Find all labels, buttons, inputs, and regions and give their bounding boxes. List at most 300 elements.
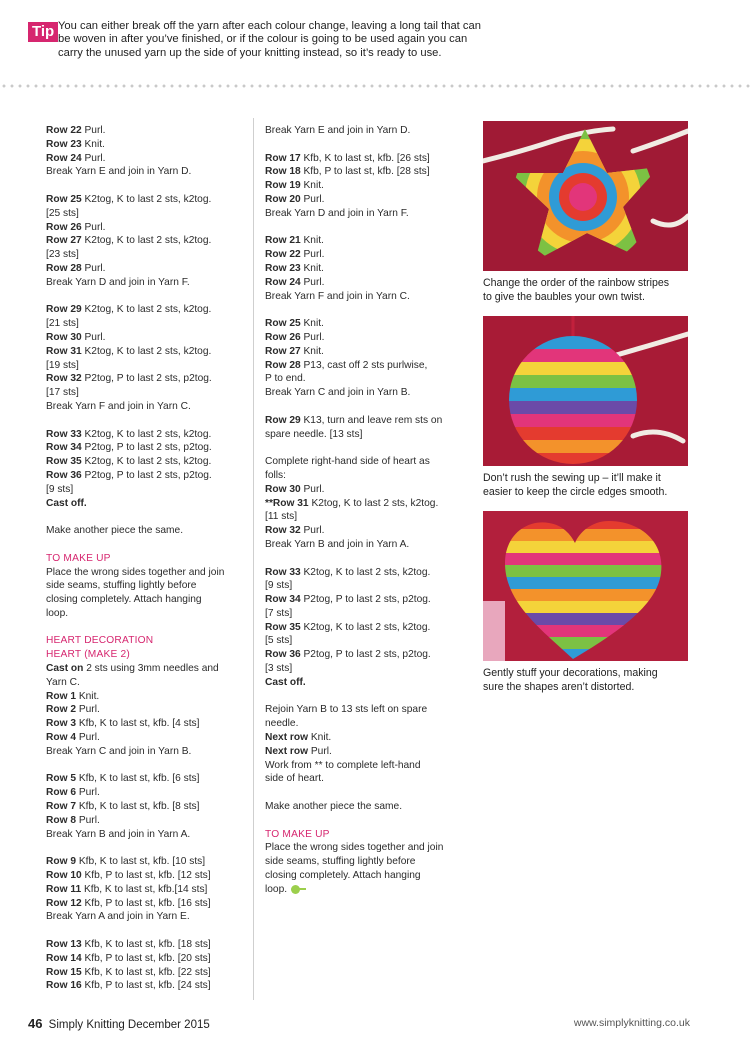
row-instruction: Purl. xyxy=(76,704,100,716)
row-instruction: P2tog, P to last 2 sts, p2tog. xyxy=(81,442,212,454)
knit-stripe xyxy=(493,577,673,589)
row-label: Row 32 xyxy=(46,373,82,385)
pattern-line xyxy=(46,248,242,262)
tip-text xyxy=(58,20,728,60)
row-instruction: Purl. xyxy=(76,732,100,744)
pattern-line xyxy=(46,207,242,221)
row-label: Row 7 xyxy=(46,801,77,813)
pattern-line xyxy=(265,662,465,676)
pattern-line xyxy=(265,883,465,897)
row-instruction: side of heart. xyxy=(265,773,324,785)
row-label: Row 25 xyxy=(46,193,82,205)
row-instruction: Place the wrong sides together and join xyxy=(46,566,225,578)
pattern-line xyxy=(265,359,465,373)
row-label: Row 34 xyxy=(265,594,301,606)
row-instruction: loop. xyxy=(265,883,288,895)
row-instruction: Break Yarn B and join in Yarn A. xyxy=(265,538,410,550)
row-label: Row 9 xyxy=(46,856,77,868)
row-label: Row 17 xyxy=(265,152,301,164)
row-instruction: Purl. xyxy=(300,525,325,537)
pattern-line xyxy=(265,276,465,290)
line-gap xyxy=(265,441,465,455)
pattern-line xyxy=(265,607,465,621)
pattern-line xyxy=(46,497,242,511)
row-instruction: P2tog, P to last 2 sts, p2tog. xyxy=(81,373,212,385)
pattern-line xyxy=(265,772,465,786)
caption-line: Change the order of the rainbow stripes xyxy=(483,277,670,289)
row-label: Row 33 xyxy=(265,566,301,578)
pattern-line xyxy=(46,814,242,828)
pattern-line xyxy=(265,345,465,359)
row-label: Row 28 xyxy=(265,359,301,371)
pattern-line xyxy=(46,579,242,593)
caption-line: sure the shapes aren’t distorted. xyxy=(483,680,635,693)
row-instruction: K2tog, K to last 2 sts, k2tog. xyxy=(81,235,212,247)
row-instruction: [3 sts] xyxy=(265,663,293,675)
pattern-line xyxy=(46,607,242,621)
pattern-column-left xyxy=(46,124,242,993)
row-instruction: K2tog, K to last 2 sts, k2tog. xyxy=(81,193,212,205)
row-instruction: folls: xyxy=(265,469,286,481)
row-instruction: Kfb, K to last st, kfb. [10 sts] xyxy=(76,856,206,868)
pattern-line xyxy=(46,428,242,442)
row-label: Row 26 xyxy=(265,331,301,343)
row-instruction: needle. xyxy=(265,718,299,730)
pattern-line xyxy=(265,165,465,179)
row-instruction: Kfb, P to last st, kfb. [24 sts] xyxy=(81,980,211,992)
pattern-line xyxy=(265,386,465,400)
row-instruction: Kfb, K to last st, kfb. [8 sts] xyxy=(76,801,200,813)
pattern-line xyxy=(265,593,465,607)
row-label: Row 25 xyxy=(265,318,301,330)
row-instruction: Break Yarn B and join in Yarn A. xyxy=(46,828,191,840)
row-instruction: Break Yarn C and join in Yarn B. xyxy=(265,387,411,399)
row-instruction: [21 sts] xyxy=(46,318,79,330)
row-instruction: Break Yarn D and join in Yarn F. xyxy=(265,207,409,219)
knit-stripe xyxy=(493,541,673,553)
knit-stripe xyxy=(503,401,653,414)
row-instruction: Yarn C. xyxy=(46,676,80,688)
line-gap xyxy=(46,759,242,773)
caption-line: Don’t rush the sewing up – it’ll make it xyxy=(483,472,661,484)
pattern-line xyxy=(46,124,242,138)
row-label: Row 6 xyxy=(46,787,77,799)
row-instruction: Kfb, P to last st, kfb. [16 sts] xyxy=(81,897,211,909)
row-label: Row 26 xyxy=(46,221,82,233)
pattern-line xyxy=(265,634,465,648)
row-instruction: [23 sts] xyxy=(46,249,79,261)
row-instruction: Purl. xyxy=(81,331,106,343)
pattern-line xyxy=(265,193,465,207)
line-gap xyxy=(265,303,465,317)
pattern-line xyxy=(265,317,465,331)
row-label: Row 4 xyxy=(46,732,77,744)
pattern-line xyxy=(46,262,242,276)
row-instruction: Break Yarn E and join in Yarn D. xyxy=(265,125,411,136)
pattern-line xyxy=(46,855,242,869)
row-instruction: [9 sts] xyxy=(265,580,293,592)
row-label: Row 31 xyxy=(46,345,82,357)
footer-website: www.simplyknitting.co.uk xyxy=(573,1017,690,1029)
row-label: Row 30 xyxy=(265,483,301,495)
row-instruction: Knit. xyxy=(300,235,324,247)
pattern-line xyxy=(265,800,465,814)
tip-box xyxy=(28,20,728,60)
page-number: 46 xyxy=(28,1016,43,1031)
row-instruction: Purl. xyxy=(81,262,106,274)
section-heading: HEART (MAKE 2) xyxy=(46,649,130,661)
row-instruction: Work from ** to complete left-hand xyxy=(265,759,421,771)
pattern-line xyxy=(46,276,242,290)
pattern-line xyxy=(265,331,465,345)
row-instruction: Kfb, K to last st, kfb. [6 sts] xyxy=(76,773,200,785)
row-label: Row 24 xyxy=(265,276,301,288)
row-instruction: Break Yarn C and join in Yarn B. xyxy=(46,745,192,757)
caption-line: to give the baubles your own twist. xyxy=(483,290,645,303)
row-label: Row 12 xyxy=(46,897,82,909)
row-instruction: Kfb, K to last st, kfb. [18 sts] xyxy=(81,939,211,951)
row-instruction: P2tog, P to last 2 sts, p2tog. xyxy=(81,469,212,481)
knit-stripe xyxy=(503,375,653,388)
pattern-line xyxy=(46,455,242,469)
caption-star xyxy=(483,277,693,304)
pattern-line xyxy=(265,524,465,538)
row-instruction: K2tog, K to last 2 sts, k2tog. xyxy=(81,456,212,468)
pattern-line xyxy=(46,897,242,911)
pattern-line xyxy=(46,331,242,345)
row-instruction: Purl. xyxy=(300,483,325,495)
row-instruction: [19 sts] xyxy=(46,359,79,371)
pattern-line xyxy=(46,165,242,179)
section-heading: HEART DECORATION xyxy=(46,635,154,647)
pattern-line xyxy=(46,345,242,359)
row-instruction: Make another piece the same. xyxy=(265,801,403,813)
line-gap xyxy=(46,290,242,304)
row-instruction: P to end. xyxy=(265,373,306,385)
row-instruction: [25 sts] xyxy=(46,207,79,219)
row-instruction: Knit. xyxy=(300,180,324,192)
knit-stripe xyxy=(569,183,597,211)
pattern-line xyxy=(265,717,465,731)
row-instruction: Kfb, K to last st, kfb. [4 sts] xyxy=(76,718,200,730)
row-label: Row 23 xyxy=(46,138,82,150)
line-gap xyxy=(46,414,242,428)
pattern-line xyxy=(265,855,465,869)
row-label: Row 5 xyxy=(46,773,77,785)
pattern-line xyxy=(46,524,242,538)
pattern-line xyxy=(46,593,242,607)
row-instruction: Purl. xyxy=(300,331,325,343)
pattern-line xyxy=(265,648,465,662)
pattern-line xyxy=(46,952,242,966)
row-instruction: Break Yarn D and join in Yarn F. xyxy=(46,276,190,288)
row-instruction: Purl. xyxy=(81,125,106,136)
pattern-line xyxy=(46,717,242,731)
pattern-line xyxy=(46,234,242,248)
line-gap xyxy=(46,510,242,524)
caption-heart xyxy=(483,667,693,694)
line-gap xyxy=(265,786,465,800)
pattern-line xyxy=(46,359,242,373)
photo-round-bauble xyxy=(483,316,688,466)
pattern-line xyxy=(265,455,465,469)
line-gap xyxy=(46,924,242,938)
pattern-line xyxy=(46,193,242,207)
pattern-line xyxy=(46,303,242,317)
row-instruction: K2tog, K to last 2 sts, k2tog. xyxy=(81,428,212,440)
pattern-line xyxy=(265,248,465,262)
tip-badge: Tip xyxy=(28,22,58,42)
line-gap xyxy=(265,814,465,828)
pattern-line xyxy=(265,179,465,193)
row-label: Row 8 xyxy=(46,814,77,826)
line-gap xyxy=(46,538,242,552)
row-label: Row 15 xyxy=(46,966,82,978)
knit-stripe xyxy=(493,565,673,577)
row-instruction: Purl. xyxy=(300,249,325,261)
pattern-line xyxy=(46,138,242,152)
caption-line: easier to keep the circle edges smooth. xyxy=(483,485,668,498)
pattern-line xyxy=(265,621,465,635)
pattern-line xyxy=(265,869,465,883)
pattern-line xyxy=(46,703,242,717)
pattern-line xyxy=(46,386,242,400)
row-label: Row 2 xyxy=(46,704,77,716)
row-instruction: Kfb, P to last st, kfb. [20 sts] xyxy=(81,952,211,964)
footer-publication xyxy=(28,1016,210,1031)
row-label: Cast off. xyxy=(46,497,87,509)
section-heading: TO MAKE UP xyxy=(46,552,111,564)
row-instruction: Kfb, K to last st, kfb. [22 sts] xyxy=(81,966,211,978)
caption-line: Gently stuff your decorations, making xyxy=(483,667,658,679)
pattern-line xyxy=(46,786,242,800)
row-instruction: Break Yarn F and join in Yarn C. xyxy=(46,400,191,412)
line-gap xyxy=(265,690,465,704)
pattern-line xyxy=(265,262,465,276)
pattern-line xyxy=(265,759,465,773)
row-instruction: Purl. xyxy=(300,193,325,205)
pattern-line xyxy=(46,828,242,842)
pattern-line xyxy=(46,869,242,883)
row-instruction: Complete right-hand side of heart as xyxy=(265,456,430,468)
row-instruction: Kfb, P to last st, kfb. [28 sts] xyxy=(300,166,430,178)
tip-line: carry the unused yarn up the side of your knitting instead, so it’s ready to use. xyxy=(58,46,442,59)
pattern-line xyxy=(46,662,242,676)
row-instruction: side seams, stuffing lightly before xyxy=(46,580,197,592)
row-label: Row 10 xyxy=(46,870,82,882)
row-instruction: Break Yarn F and join in Yarn C. xyxy=(265,290,410,302)
line-gap xyxy=(265,221,465,235)
pattern-line xyxy=(265,414,465,428)
pattern-line xyxy=(46,910,242,924)
row-instruction: closing completely. Attach hanging xyxy=(265,870,421,882)
row-label: Row 11 xyxy=(46,883,82,895)
row-instruction: K2tog, K to last 2 sts, k2tog. xyxy=(81,345,212,357)
row-instruction: K2tog, K to last 2 sts, k2tog. xyxy=(300,566,431,578)
row-label: Row 35 xyxy=(46,456,82,468)
line-gap xyxy=(46,841,242,855)
pattern-line xyxy=(46,800,242,814)
row-instruction: [5 sts] xyxy=(265,635,293,647)
row-label: Row 33 xyxy=(46,428,82,440)
pattern-line xyxy=(265,731,465,745)
pattern-line xyxy=(46,745,242,759)
pattern-line xyxy=(46,731,242,745)
pattern-line xyxy=(46,317,242,331)
row-label: Row 21 xyxy=(265,235,301,247)
row-label: Row 29 xyxy=(46,304,82,316)
pattern-line xyxy=(46,676,242,690)
row-label: Cast off. xyxy=(265,676,306,688)
pattern-line xyxy=(46,772,242,786)
row-label: Next row xyxy=(265,745,309,757)
row-instruction: 2 sts using 3mm needles and xyxy=(83,663,219,675)
knit-stripe xyxy=(503,388,653,401)
pattern-line xyxy=(265,207,465,221)
pattern-line xyxy=(265,538,465,552)
row-label: Row 23 xyxy=(265,262,301,274)
pattern-line xyxy=(265,703,465,717)
pattern-line xyxy=(46,883,242,897)
row-instruction: P2tog, P to last 2 sts, p2tog. xyxy=(300,594,431,606)
row-instruction: Knit. xyxy=(81,138,105,150)
pattern-line xyxy=(265,124,465,138)
pattern-line xyxy=(265,566,465,580)
pattern-line xyxy=(265,841,465,855)
row-label: Row 1 xyxy=(46,690,77,702)
row-label: Row 14 xyxy=(46,952,82,964)
pattern-line xyxy=(265,497,465,511)
row-label: Row 29 xyxy=(265,414,301,426)
pattern-line xyxy=(265,152,465,166)
row-label: Row 18 xyxy=(265,166,301,178)
pattern-line xyxy=(265,428,465,442)
pattern-line xyxy=(265,579,465,593)
row-instruction: P13, cast off 2 sts purlwise, xyxy=(300,359,428,371)
tip-line: You can either break off the yarn after each colour change, leaving a long tail that can xyxy=(58,20,481,32)
pattern-line xyxy=(46,566,242,580)
pattern-line xyxy=(46,469,242,483)
row-instruction: Make another piece the same. xyxy=(46,525,184,537)
pattern-line xyxy=(265,745,465,759)
row-instruction: side seams, stuffing lightly before xyxy=(265,856,416,868)
publication-name: Simply Knitting December 2015 xyxy=(48,1019,210,1031)
knit-stripe xyxy=(493,589,673,601)
row-label: Row 27 xyxy=(265,345,301,357)
row-label: Row 36 xyxy=(46,469,82,481)
row-instruction: [9 sts] xyxy=(46,483,74,495)
row-instruction: K13, turn and leave rem sts on xyxy=(300,414,443,426)
pattern-column-middle xyxy=(265,124,465,897)
row-instruction: K2tog, K to last 2 sts, k2tog. xyxy=(300,621,431,633)
row-instruction: [17 sts] xyxy=(46,387,79,399)
caption-round xyxy=(483,472,693,499)
pattern-line xyxy=(46,938,242,952)
knit-stripe xyxy=(503,414,653,427)
pattern-line xyxy=(265,234,465,248)
row-label: Row 22 xyxy=(265,249,301,261)
row-instruction: Purl. xyxy=(81,152,106,164)
row-label: Row 35 xyxy=(265,621,301,633)
line-gap xyxy=(265,138,465,152)
row-instruction: Purl. xyxy=(76,787,100,799)
row-label: Row 19 xyxy=(265,180,301,192)
row-label: Row 27 xyxy=(46,235,82,247)
row-instruction: spare needle. [13 sts] xyxy=(265,428,363,440)
row-instruction: Kfb, K to last st, kfb. [26 sts] xyxy=(300,152,430,164)
row-instruction: Place the wrong sides together and join xyxy=(265,842,444,854)
row-label: Row 13 xyxy=(46,939,82,951)
row-label: Row 22 xyxy=(46,125,82,136)
knit-stripe xyxy=(493,553,673,565)
row-label: Cast on xyxy=(46,663,84,675)
pattern-line xyxy=(46,483,242,497)
row-instruction: Rejoin Yarn B to 13 sts left on spare xyxy=(265,704,428,716)
pattern-line xyxy=(265,510,465,524)
row-label: Row 30 xyxy=(46,331,82,343)
yarn-tail-icon xyxy=(299,888,306,890)
row-instruction: P2tog, P to last 2 sts, p2tog. xyxy=(300,649,431,661)
pattern-line xyxy=(265,372,465,386)
section-heading: TO MAKE UP xyxy=(265,828,330,840)
line-gap xyxy=(46,179,242,193)
pattern-line xyxy=(46,372,242,386)
row-label: Row 28 xyxy=(46,262,82,274)
pattern-line xyxy=(265,290,465,304)
row-instruction: Kfb, K to last st, kfb.[14 sts] xyxy=(81,883,208,895)
row-instruction: Purl. xyxy=(81,221,106,233)
row-instruction: Purl. xyxy=(76,814,100,826)
row-instruction: Kfb, P to last st, kfb. [12 sts] xyxy=(81,870,211,882)
row-label: Next row xyxy=(265,732,309,744)
row-label: Row 24 xyxy=(46,152,82,164)
line-gap xyxy=(265,400,465,414)
row-instruction: Knit. xyxy=(300,318,324,330)
photo-star-bauble xyxy=(483,121,688,271)
row-instruction: loop. xyxy=(46,607,69,619)
pattern-line xyxy=(46,966,242,980)
row-instruction: Knit. xyxy=(300,345,324,357)
column-divider xyxy=(253,118,254,1000)
photo-heart-decoration xyxy=(483,511,688,661)
pattern-line xyxy=(265,483,465,497)
row-instruction: Knit. xyxy=(76,690,100,702)
row-instruction: Purl. xyxy=(300,276,325,288)
row-label: Row 32 xyxy=(265,525,301,537)
row-label: Row 34 xyxy=(46,442,82,454)
row-instruction: K2tog, K to last 2 sts, k2tog. xyxy=(308,497,439,509)
row-instruction: Knit. xyxy=(300,262,324,274)
row-instruction: Purl. xyxy=(308,745,332,757)
tip-line: be woven in after you’ve finished, or if the colour is going to be used again you can xyxy=(58,33,468,46)
row-instruction: closing completely. Attach hanging xyxy=(46,594,202,606)
pattern-line xyxy=(265,676,465,690)
row-instruction: Knit. xyxy=(308,732,332,744)
dotted-divider xyxy=(0,84,750,88)
row-label: Row 3 xyxy=(46,718,77,730)
row-instruction: [11 sts] xyxy=(265,511,298,523)
line-gap xyxy=(265,552,465,566)
row-label: Row 20 xyxy=(265,193,301,205)
pattern-line xyxy=(46,979,242,993)
pattern-line xyxy=(46,400,242,414)
pattern-line xyxy=(46,441,242,455)
pattern-line xyxy=(46,152,242,166)
row-instruction: K2tog, K to last 2 sts, k2tog. xyxy=(81,304,212,316)
row-label: **Row 31 xyxy=(265,497,309,509)
row-instruction: Break Yarn E and join in Yarn D. xyxy=(46,166,192,178)
row-instruction: [7 sts] xyxy=(265,607,293,619)
